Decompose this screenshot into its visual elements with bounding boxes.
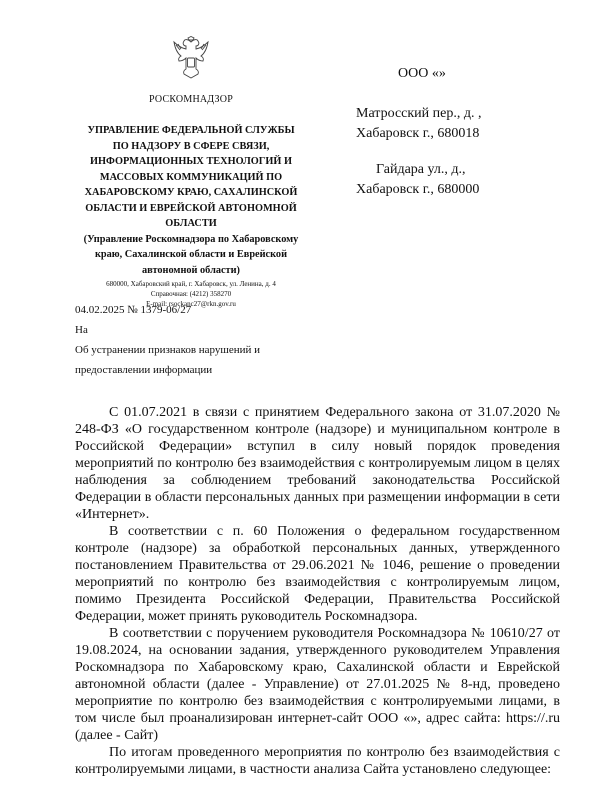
body-paragraph: В соответствии с поручением руководителя Роскомнадзора № 10610/27 от 19.08.2024, на основании задания, утвержденного руководителем Управления Роскомнадзора по Хабаровскому краю, Сахалинской области и Еврейской автономной области (далее - Управление) от 27.01.2025 № 8-нд, проведено мероприятие по контролю без взаимодействия с контролируемыми лицами, в том числе был проанализирован интернет-сайт ООО «», адрес сайта: https://.ru (далее - Сайт) [75, 626, 560, 743]
sender-header [66, 36, 316, 309]
letter-body [75, 404, 560, 778]
department-line: ПО НАДЗОРУ В СФЕРЕ СВЯЗИ, [112, 140, 270, 152]
body-paragraph: В соответствии с п. 60 Положения о федеральном государственном контроле (надзоре) за обработкой персональных данных, утвержденного постановлением Правительства от 29.06.2021 № 1046, решение о проведении мероприятий по контролю без взаимодействия с контролируемым лицом, помимо Президента Российской Федерации, Правительства Российской Федерации, может принять руководитель Роскомнадзора. [75, 524, 560, 624]
short-name-line: краю, Сахалинской области и Еврейской [94, 249, 288, 260]
department-line: ХАБАРОВСКОМУ КРАЮ, САХАЛИНСКОЙ [84, 187, 298, 198]
addressee-address-1 [356, 104, 576, 144]
document-meta [75, 300, 375, 380]
department-name [66, 123, 316, 232]
department-line: ОБЛАСТИ И ЕВРЕЙСКОЙ АВТОНОМНОЙ [85, 202, 297, 214]
address-line: 680000, Хабаровский край, г. Хабаровск, ул. Ленина, д. 4 [106, 280, 276, 288]
reference-on: На [75, 324, 88, 336]
phone-line: Справочная: (4212) 358270 [150, 290, 232, 298]
email-line: E-mail: rsockanc27@rkn.gov.ru [146, 300, 236, 308]
russian-coat-of-arms-icon [171, 36, 211, 82]
addressee-org: ООО «» [398, 66, 446, 81]
agency-name: РОСКОМНАДЗОР [149, 94, 233, 105]
department-line: МАССОВЫХ КОММУНИКАЦИЙ ПО [99, 171, 283, 183]
department-line: ОБЛАСТИ [165, 218, 217, 229]
address-line: Хабаровск г., 680018 [356, 126, 480, 141]
short-name-line: автономной области) [142, 264, 240, 276]
addressee-address-2 [356, 160, 576, 200]
subject-line: предоставлении информации [75, 364, 213, 376]
department-line: ИНФОРМАЦИОННЫХ ТЕХНОЛОГИЙ И [90, 156, 292, 167]
body-paragraph: По итогам проведенного мероприятия по контролю без взаимодействия с контролируемыми лицами, в частности анализа Сайта установлено следующее: [75, 745, 560, 777]
address-line: Хабаровск г., 680000 [356, 182, 480, 197]
short-name-line: (Управление Роскомнадзора по Хабаровскому [83, 233, 299, 245]
department-short-name [66, 232, 316, 279]
addressee-block [356, 64, 576, 200]
department-line: УПРАВЛЕНИЕ ФЕДЕРАЛЬНОЙ СЛУЖБЫ [87, 125, 295, 136]
body-paragraph: С 01.07.2021 в связи с принятием Федерального закона от 31.07.2020 № 248-ФЗ «О государственном контроле (надзоре) и муниципальном контроле в Российской Федерации» вступил в силу новый порядок проведения мероприятий по контролю без взаимодействия с контролируемым лицом в целях наблюдения за соблюдением требований законодательства Российской Федерации в области персональных данных при размещении информации в сети «Интернет». [75, 405, 560, 522]
subject-line: Об устранении признаков нарушений и [75, 344, 261, 356]
address-line: Матросский пер., д. , [356, 106, 482, 121]
address-line: Гайдара ул., д., [376, 162, 466, 177]
date-number: 04.02.2025 № 1379-06/27 [75, 304, 192, 316]
